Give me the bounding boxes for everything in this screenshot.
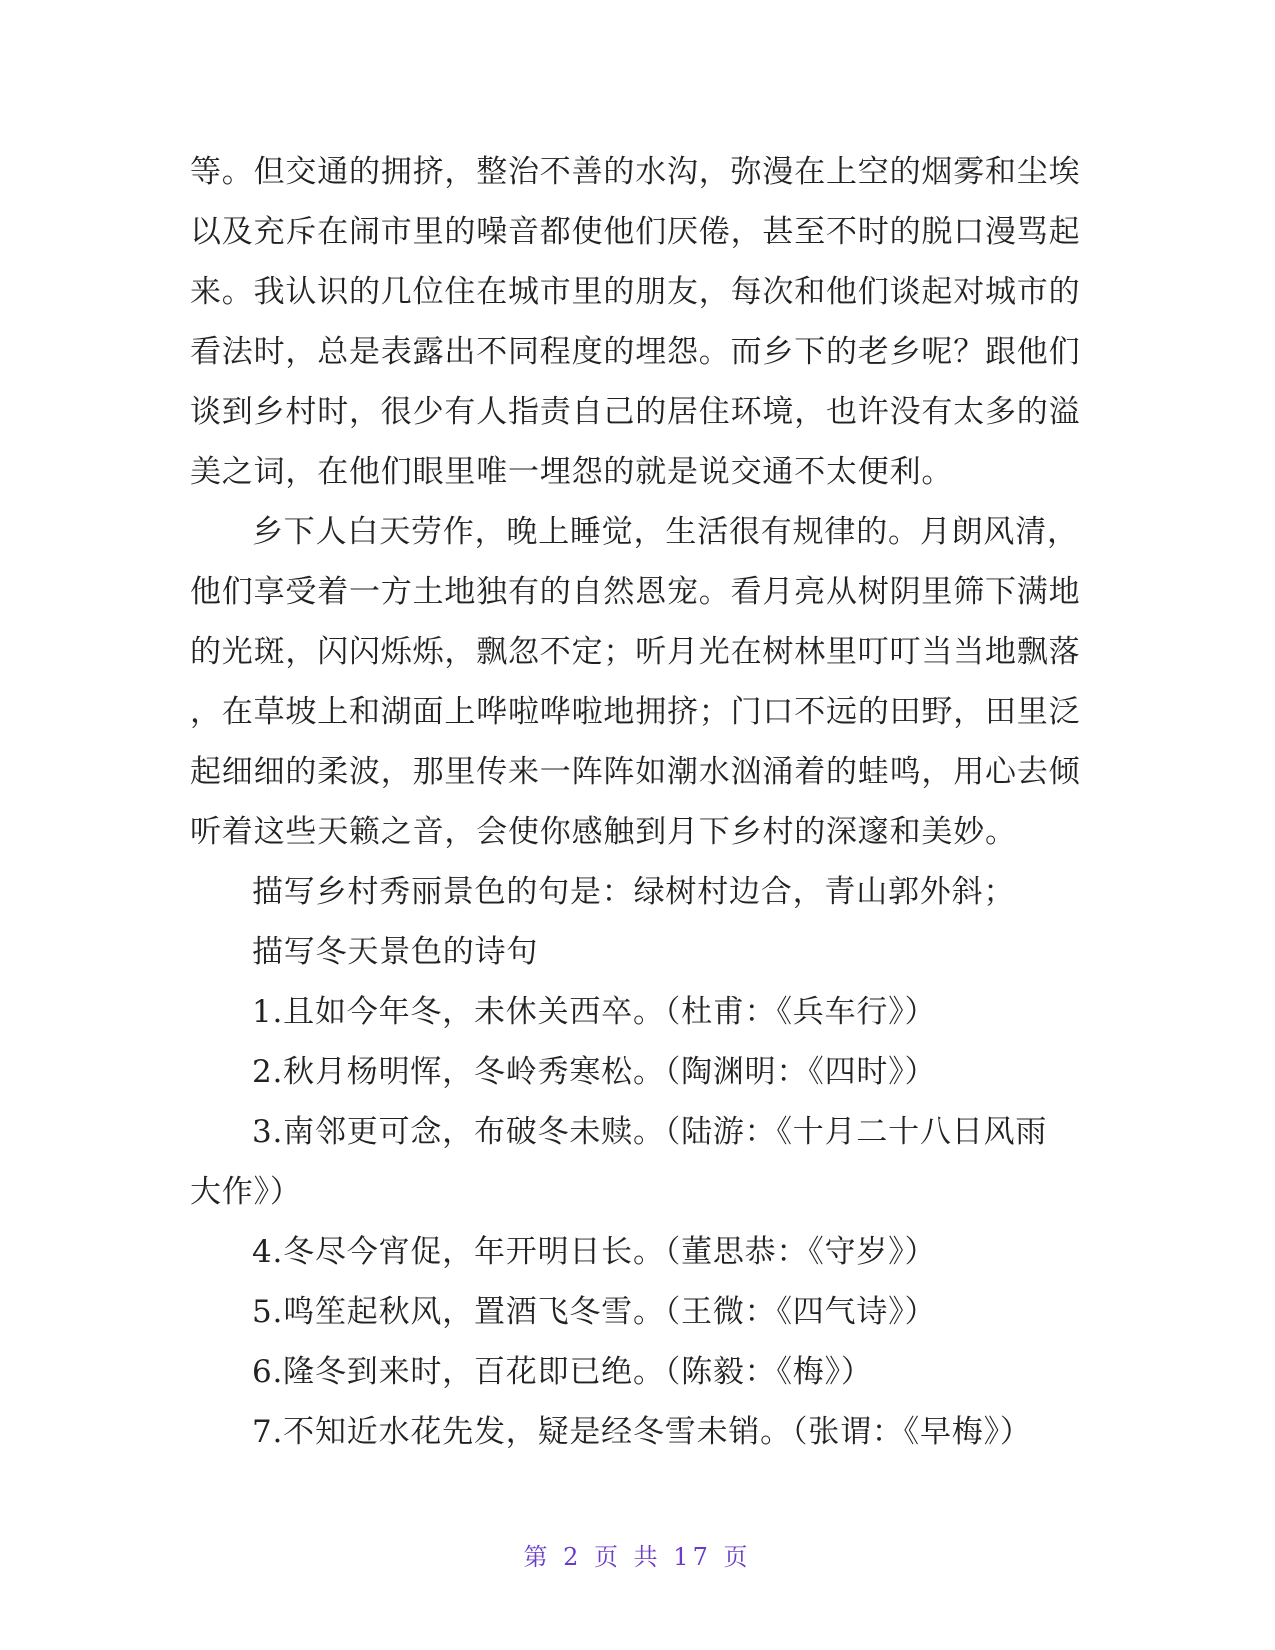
text-line: 等。但交通的拥挤，整治不善的水沟，弥漫在上空的烟雾和尘埃 — [190, 154, 1081, 190]
poem-line: 2.秋月杨明恽，冬岭秀寒松。（陶渊明：《四时》） — [252, 1054, 937, 1090]
text-line: 的光斑，闪闪烁烁，飘忽不定；听月光在树林里叮叮当当地飘落 — [190, 634, 1081, 670]
text-line: 听着这些天籁之音，会使你感触到月下乡村的深邃和美妙。 — [190, 814, 1017, 850]
text-line: 乡下人白天劳作，晚上睡觉，生活很有规律的。月朗风清， — [252, 514, 1079, 550]
document-body — [190, 142, 1081, 1462]
poem-line: 4.冬尽今宵促，年开明日长。（董思恭：《守岁》） — [252, 1234, 937, 1270]
text-line: 以及充斥在闹市里的噪音都使他们厌倦，甚至不时的脱口漫骂起 — [190, 214, 1081, 250]
poem-line: 6.隆冬到来时，百花即已绝。（陈毅：《梅》） — [252, 1354, 873, 1390]
text-line: 美之词，在他们眼里唯一埋怨的就是说交通不太便利。 — [190, 454, 954, 490]
poem-line: 7.不知近水花先发，疑是经冬雪未销。（张谓：《早梅》） — [252, 1414, 1032, 1450]
text-line: 起细细的柔波，那里传来一阵阵如潮水汹涌着的蛙鸣，用心去倾 — [190, 754, 1081, 790]
page-number: 第 2 页 共 17 页 — [523, 1543, 752, 1571]
text-line: 看法时，总是表露出不同程度的埋怨。而乡下的老乡呢？跟他们 — [190, 334, 1081, 370]
text-line: 描写乡村秀丽景色的句是：绿树村边合，青山郭外斜； — [252, 874, 1016, 910]
poem-line: 1.且如今年冬，未休关西卒。（杜甫：《兵车行》） — [252, 994, 937, 1030]
text-line: 来。我认识的几位住在城市里的朋友，每次和他们谈起对城市的 — [190, 274, 1081, 310]
poem-line: 大作》） — [190, 1174, 302, 1210]
text-line: 他们享受着一方土地独有的自然恩宠。看月亮从树阴里筛下满地 — [190, 574, 1081, 610]
text-line: ，在草坡上和湖面上哗啦哗啦地拥挤；门口不远的田野，田里泛 — [190, 694, 1081, 730]
text-line: 谈到乡村时，很少有人指责自己的居住环境，也许没有太多的溢 — [190, 394, 1081, 430]
poem-line: 5.鸣笙起秋风，置酒飞冬雪。（王微：《四气诗》） — [252, 1294, 937, 1330]
poem-line: 3.南邻更可念，布破冬未赎。（陆游：《十月二十八日风雨 — [252, 1114, 1048, 1150]
section-heading: 描写冬天景色的诗句 — [252, 934, 539, 970]
